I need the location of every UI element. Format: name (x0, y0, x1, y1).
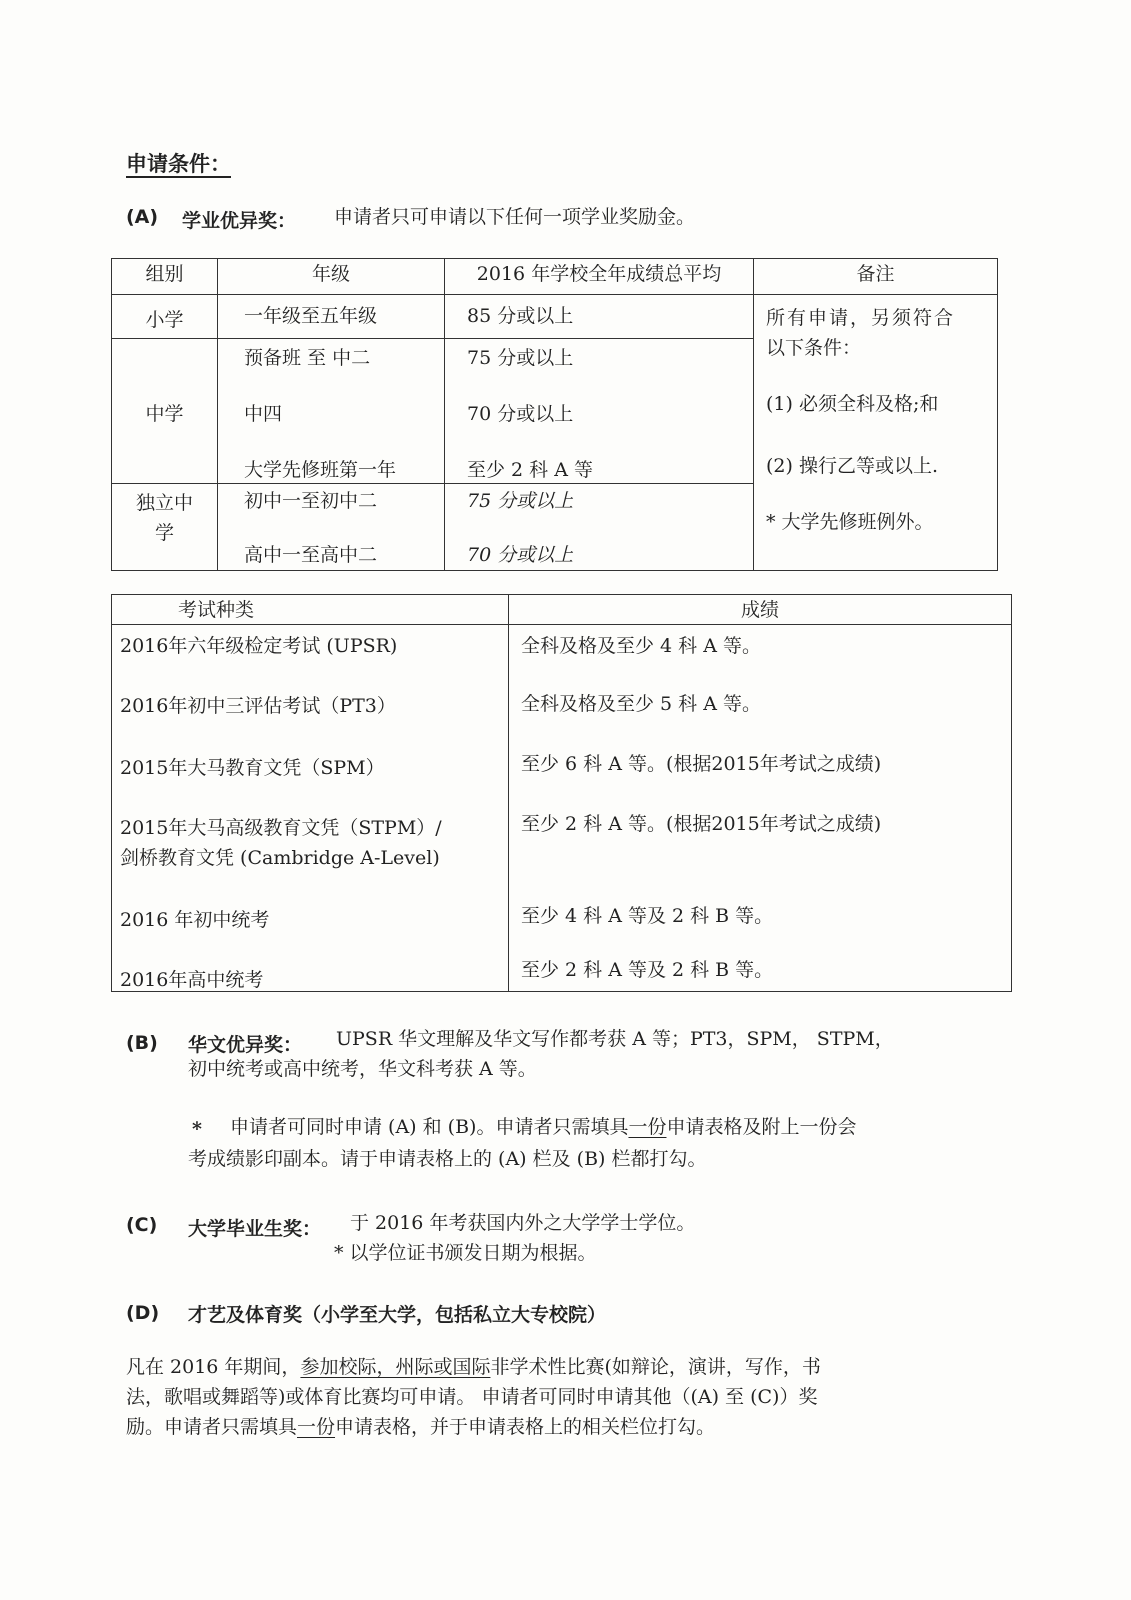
exam-stpm: 2015年大马高级教育文凭（STPM）/ (120, 817, 442, 839)
para-1-text-a: 凡在 2016 年期间， (126, 1356, 301, 1378)
note-1-text-b: 申请表格及附上一份会 (666, 1116, 857, 1138)
score-secondary-2: 70 分或以上 (467, 403, 574, 425)
note-1-text-a: 申请者可同时申请 (A) 和 (B)。申请者只需填具 (230, 1116, 629, 1138)
table-cell-group (112, 484, 218, 571)
section-d-title: 才艺及体育奖（小学至大学，包括私立大专校院） (188, 1304, 607, 1326)
score-independent-2: 70 分或以上 (467, 544, 574, 566)
col-header-result: 成绩 (509, 595, 1012, 625)
result-spm: 至少 6 科 A 等。(根据2015年考试之成绩) (521, 753, 882, 775)
exam-spm: 2015年大马教育文凭（SPM） (120, 757, 385, 779)
table-cell-score (445, 339, 754, 484)
grade-secondary-2: 中四 (244, 403, 283, 425)
score-independent-1: 75 分或以上 (467, 490, 574, 512)
para-1-underlined: 参加校际，州际或国际 (300, 1356, 491, 1378)
remark-line-4: (2) 操行乙等或以上. (766, 455, 938, 477)
score-secondary-3: 至少 2 科 A 等 (467, 459, 593, 481)
result-stpm: 至少 2 科 A 等。(根据2015年考试之成绩) (521, 813, 882, 835)
academic-award-table (111, 258, 998, 571)
table-cell-grade (218, 339, 445, 484)
table-cell-grade (218, 295, 445, 339)
section-a-label: (A) (126, 206, 159, 228)
para-3-text-b: 申请表格，并于申请表格上的相关栏位打勾。 (335, 1416, 716, 1438)
result-pt3: 全科及格及至少 5 科 A 等。 (521, 693, 761, 715)
section-b-title: 华文优异奖： (188, 1034, 303, 1056)
section-b-line-2: 初中统考或高中统考，华文科考获 A 等。 (188, 1058, 537, 1080)
remark-line-2: 以下条件： (766, 337, 862, 359)
table-cell-remarks (754, 295, 998, 571)
col-header-remarks: 备注 (754, 259, 998, 295)
grade-independent-2: 高中一至高中二 (244, 544, 378, 566)
exam-pt3: 2016年初中三评估考试（PT3） (120, 695, 396, 717)
remark-line-5: * 大学先修班例外。 (766, 511, 934, 533)
col-header-exam (112, 595, 509, 625)
section-d-para-line-3 (126, 1412, 715, 1442)
section-b-note-line-1 (230, 1112, 857, 1142)
col-header-exam-label: 考试种类 (178, 599, 255, 621)
score-primary: 85 分或以上 (467, 305, 574, 327)
grade-primary: 一年级至五年级 (244, 305, 378, 327)
result-uec-junior: 至少 4 科 A 等及 2 科 B 等。 (521, 905, 774, 927)
page-heading: 申请条件： (126, 151, 231, 176)
section-d-para-line-2: 法，歌唱或舞蹈等)或体育比赛均可申请。 申请者可同时申请其他（(A) 至 (C)）奖 (126, 1386, 818, 1408)
section-a-desc: 申请者只可申请以下任何一项学业奖励金。 (334, 206, 696, 228)
section-b-note-star: * (192, 1118, 202, 1140)
note-1-underlined: 一份 (628, 1116, 667, 1138)
section-a-title: 学业优异奖： (182, 210, 297, 232)
remark-line-3: (1) 必须全科及格;和 (766, 393, 939, 415)
exam-upsr: 2016年六年级检定考试 (UPSR) (120, 635, 398, 657)
section-c-note: * 以学位证书颁发日期为根据。 (334, 1242, 597, 1264)
section-b-line-1: UPSR 华文理解及华文写作都考获 A 等；PT3，SPM， STPM， (336, 1028, 894, 1050)
grade-secondary-3: 大学先修班第一年 (244, 459, 397, 481)
exam-names-cell (112, 625, 509, 992)
grade-secondary-1: 预备班 至 中二 (244, 347, 371, 369)
exam-uec-junior: 2016 年初中统考 (120, 909, 270, 931)
remark-line-1: 所有申请，另须符合 (766, 307, 956, 329)
exam-uec-senior: 2016年高中统考 (120, 969, 264, 991)
score-secondary-1: 75 分或以上 (467, 347, 574, 369)
table-cell-group (112, 339, 218, 484)
table-cell-score (445, 295, 754, 339)
section-c-label: (C) (126, 1214, 158, 1236)
table-cell-grade (218, 484, 445, 571)
section-c-title: 大学毕业生奖： (188, 1218, 322, 1240)
result-uec-senior: 至少 2 科 A 等及 2 科 B 等。 (521, 959, 774, 981)
grade-independent-1: 初中一至初中二 (244, 490, 378, 512)
col-header-score: 2016 年学校全年成绩总平均 (445, 259, 754, 295)
para-1-text-b: 非学术性比赛(如辩论，演讲，写作，书 (490, 1356, 821, 1378)
col-header-grade: 年级 (218, 259, 445, 295)
section-b-note-line-2: 考成绩影印副本。请于申请表格上的 (A) 栏及 (B) 栏都打勾。 (188, 1148, 707, 1170)
section-d-label: (D) (126, 1302, 160, 1324)
col-header-group: 组别 (112, 259, 218, 295)
group-secondary: 中学 (145, 403, 184, 425)
exam-results-cell (509, 625, 1012, 992)
exam-cambridge: 剑桥教育文凭 (Cambridge A-Level) (120, 847, 440, 869)
result-upsr: 全科及格及至少 4 科 A 等。 (521, 635, 761, 657)
group-independent: 独立中学 (135, 492, 193, 544)
group-primary: 小学 (145, 309, 184, 331)
para-3-underlined: 一份 (297, 1416, 336, 1438)
exam-results-table (111, 594, 1012, 992)
table-cell-score (445, 484, 754, 571)
section-c-desc: 于 2016 年考获国内外之大学学士学位。 (350, 1212, 696, 1234)
section-d-para-line-1 (126, 1352, 821, 1382)
table-cell-group (112, 295, 218, 339)
para-3-text-a: 励。申请者只需填具 (126, 1416, 298, 1438)
section-b-label: (B) (126, 1032, 158, 1054)
